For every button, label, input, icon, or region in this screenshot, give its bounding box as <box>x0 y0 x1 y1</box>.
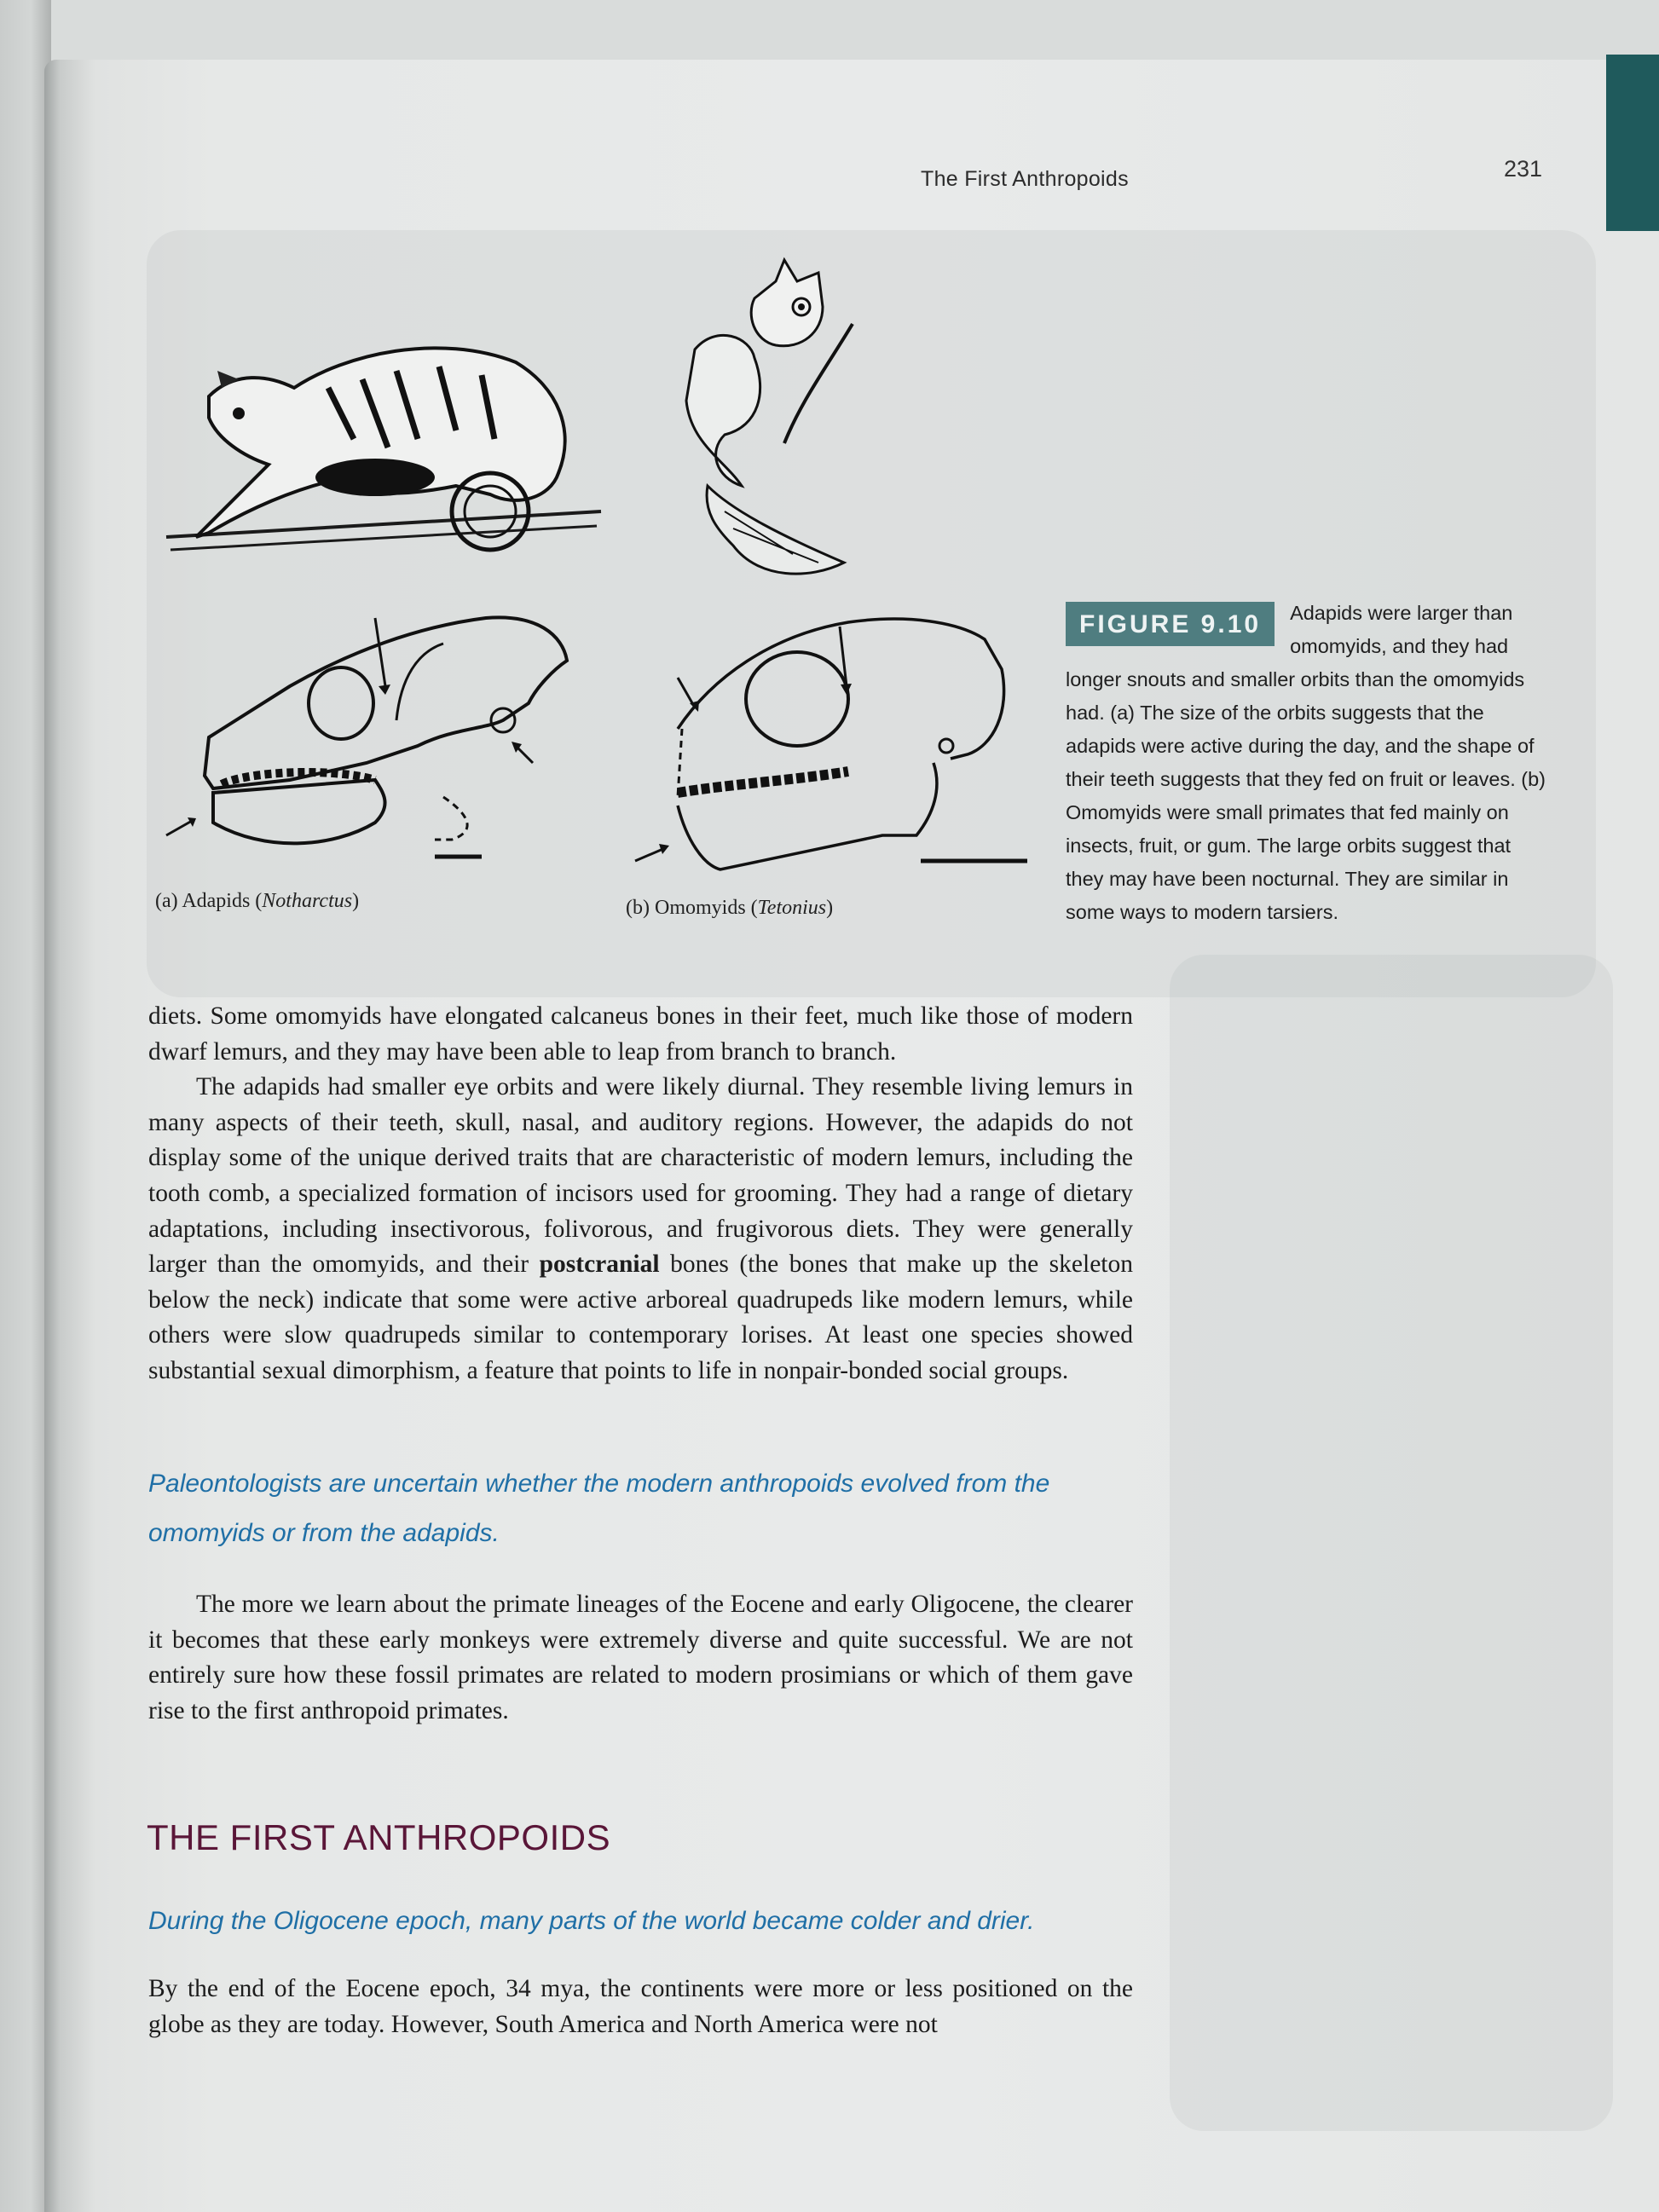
figure-panel-b-caption: (b) Omomyids (Tetonius) <box>626 897 834 919</box>
background-watermark-illustration <box>1170 955 1613 2131</box>
paragraph: The adapids had smaller eye orbits and were likely diurnal. They resemble living lemurs in many aspects of their teeth, skull, nasal, and auditory regions. However, the adapids do not display some of the unique derived traits that are characteristic of modern lemurs, including the tooth comb, a specialized formation of incisors used for grooming. They had a range of dietary adaptations, including insectivorous, folivorous, and frugivorous diets. They were generally larger than the omomyids, and their postcranial bones (the bones that make up the skeleton below the neck) indicate that some were active arboreal quadrupeds like modern lemurs, while others were slow quadrupeds similar to contemporary lorises. At least one species showed substantial sexual dimorphism, a feature that points to life in nonpair-bonded social groups. <box>148 1073 1133 1384</box>
figure-panel-a-caption: (a) Adapids (Notharctus) <box>155 890 360 912</box>
omomyid-animal-illustration <box>673 256 878 588</box>
section-callout: During the Oligocene epoch, many parts of the world became colder and drier. <box>148 1907 1035 1935</box>
chapter-tab <box>1606 55 1659 231</box>
figure-label: FIGURE 9.10 <box>1066 602 1275 646</box>
body-text-block-3 <box>148 1972 1133 2042</box>
section-heading: THE FIRST ANTHROPOIDS <box>147 1817 611 1857</box>
paragraph: diets. Some omomyids have elongated calcaneus bones in their feet, much like those of modern dwarf lemurs, and they may have been able to leap from branch to branch. <box>148 1002 1133 1066</box>
previous-page-edge <box>0 0 51 2212</box>
adapid-skull-illustration <box>162 609 588 865</box>
paragraph: The more we learn about the primate lineages of the Eocene and early Oligocene, the clearer it becomes that these early monkeys were extremely diverse and quite successful. We are not entirely sure how these fossil primates are related to modern prosimians or which of them gave rise to the first anthropoid primates. <box>148 1591 1133 1724</box>
body-text-block-1 <box>148 999 1133 1389</box>
figure-caption-text: Adapids were larger than omomyids, and they had longer snouts and smaller orbits than the omomyids had. (a) The size of the orbits suggests that the adapids were active during the day, and the shape of their teeth suggests that they fed on fruit or leaves. (b) Omomyids were small primates that fed mainly on insects, fruit, or gum. The large orbits suggest that they may have been nocturnal. They are similar in some ways to modern tarsiers. <box>1066 602 1546 923</box>
adapid-animal-illustration <box>158 337 610 558</box>
body-text-block-2 <box>148 1587 1133 1729</box>
running-head: The First Anthropoids <box>921 167 1129 191</box>
key-term: postcranial <box>539 1250 660 1279</box>
figure-caption <box>1066 597 1552 929</box>
page-number: 231 <box>1504 156 1543 182</box>
omomyid-skull-illustration <box>627 601 1036 874</box>
paragraph: By the end of the Eocene epoch, 34 mya, the continents were more or less positioned on the globe as they are today. However, South America and North America were not <box>148 1975 1133 2038</box>
margin-callout: Paleontologists are uncertain whether the modern anthropoids evolved from the omomyids or from the adapids. <box>148 1470 1050 1547</box>
